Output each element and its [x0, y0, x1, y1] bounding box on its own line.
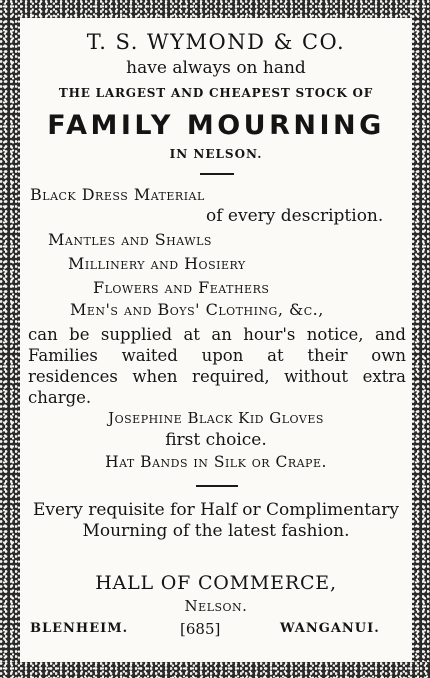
premises-town: Nelson.: [184, 597, 248, 615]
branch-blenheim: BLENHEIM.: [30, 621, 129, 636]
divider-rule: [200, 173, 234, 175]
location: IN NELSON.: [169, 147, 263, 161]
ornamental-border-left: [0, 0, 20, 678]
gloves-line: Josephine Black Kid Gloves: [108, 409, 324, 427]
divider-rule: [196, 485, 238, 487]
tagline: have always on hand: [126, 58, 306, 78]
headline: FAMILY MOURNING: [47, 110, 385, 141]
requisite-paragraph: Every requisite for Half or Complimentary Mourning of the latest fashion.: [33, 500, 399, 541]
branch-wanganui: WANGANUI.: [280, 621, 380, 636]
gloves-note: first choice.: [165, 430, 267, 450]
ornamental-border-bottom: [0, 662, 430, 678]
item-flowers: Flowers and Feathers: [93, 278, 270, 297]
advertisement-body: [20, 18, 412, 662]
reference-number: [685]: [180, 620, 221, 638]
item-millinery: Millinery and Hosiery: [68, 254, 246, 273]
service-paragraph: can be supplied at an hour's notice, and Families waited upon at their own residences when required, without extra charge.: [28, 325, 406, 407]
stock-line: THE LARGEST AND CHEAPEST STOCK OF: [58, 86, 374, 100]
item-description: of every description.: [206, 206, 384, 226]
ornamental-border-right: [412, 0, 430, 678]
item-black-dress: Black Dress Material: [30, 185, 205, 204]
firm-name: T. S. WYMOND & CO.: [86, 30, 346, 54]
premises-name: HALL OF COMMERCE,: [95, 572, 337, 594]
ornamental-border-top: [0, 0, 430, 18]
item-mantles: Mantles and Shawls: [48, 230, 212, 249]
hat-bands-line: Hat Bands in Silk or Crape.: [105, 453, 327, 471]
item-clothing: Men's and Boys' Clothing, &c.,: [70, 300, 324, 319]
